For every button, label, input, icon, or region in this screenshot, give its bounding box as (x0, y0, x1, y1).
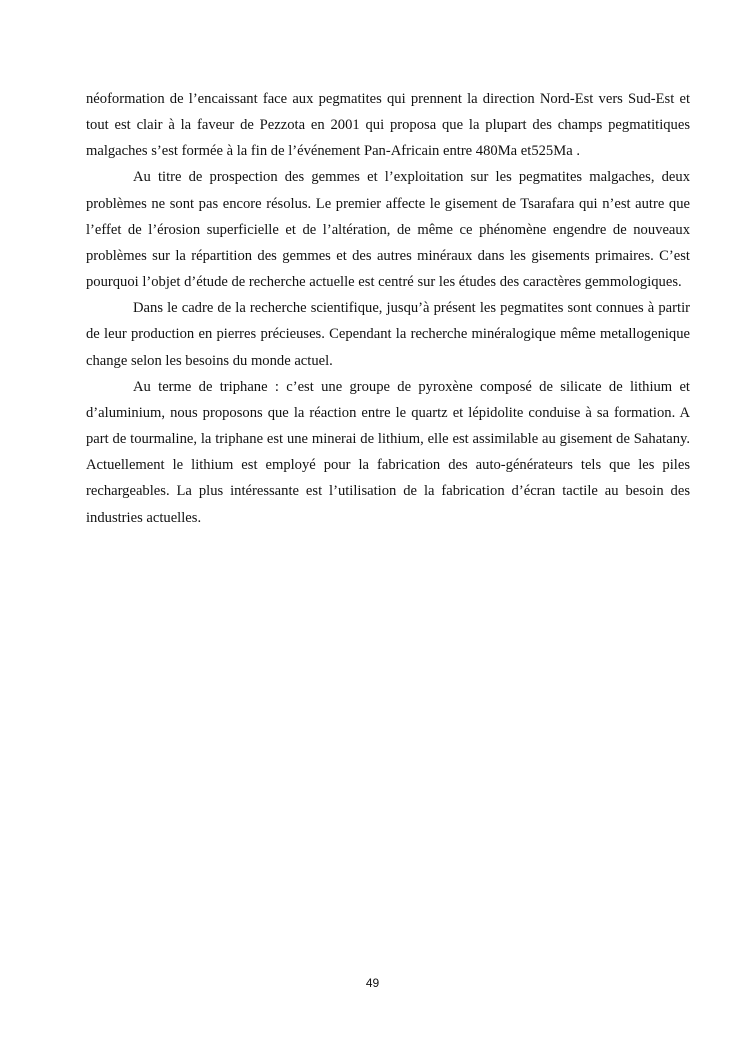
paragraph-continuation: néoformation de l’encaissant face aux pegmatites qui prennent la direction Nord-Est vers Sud-Est et tout est clair à la faveur de Pezzota en 2001 qui proposa que la plupart des champs pegmatitiques malgaches s’est formée à la fin de l’événement Pan-Africain entre 480Ma et525Ma . (86, 91, 690, 160)
paragraph-triphane: Au terme de triphane : c’est une groupe de pyroxène composé de silicate de lithium et d’aluminium, nous proposons que la réaction entre le quartz et lépidolite conduise à sa formation. A part de tourmaline, la triphane est une minerai de lithium, elle est assimilable au gisement de Sahatany. Actuellement le lithium est employé pour la fabrication des auto-générateurs tels que les piles rechargeables. La plus intéressante est l’utilisation de la fabrication d’écran tactile au besoin des industries actuelles. (86, 378, 690, 526)
paragraph-prospection: Au titre de prospection des gemmes et l’exploitation sur les pegmatites malgaches, deux problèmes ne sont pas encore résolus. Le premier affecte le gisement de Tsarafara qui n’est autre que l’effet de l’érosion superficielle et de l’altération, de même ce phénomène engendre de nouveaux problèmes sur la répartition des gemmes et des autres minéraux dans les gisements primaires. C’est pourquoi l’objet d’étude de recherche actuelle est centré sur les études des caractères gemmologiques. (86, 169, 690, 291)
page-number: 49 (365, 976, 380, 990)
body-text (86, 86, 690, 531)
paragraph-recherche: Dans le cadre de la recherche scientifique, jusqu’à présent les pegmatites sont connues à partir de leur production en pierres précieuses. Cependant la recherche minéralogique même metallogenique change selon les besoins du monde actuel. (86, 300, 690, 369)
